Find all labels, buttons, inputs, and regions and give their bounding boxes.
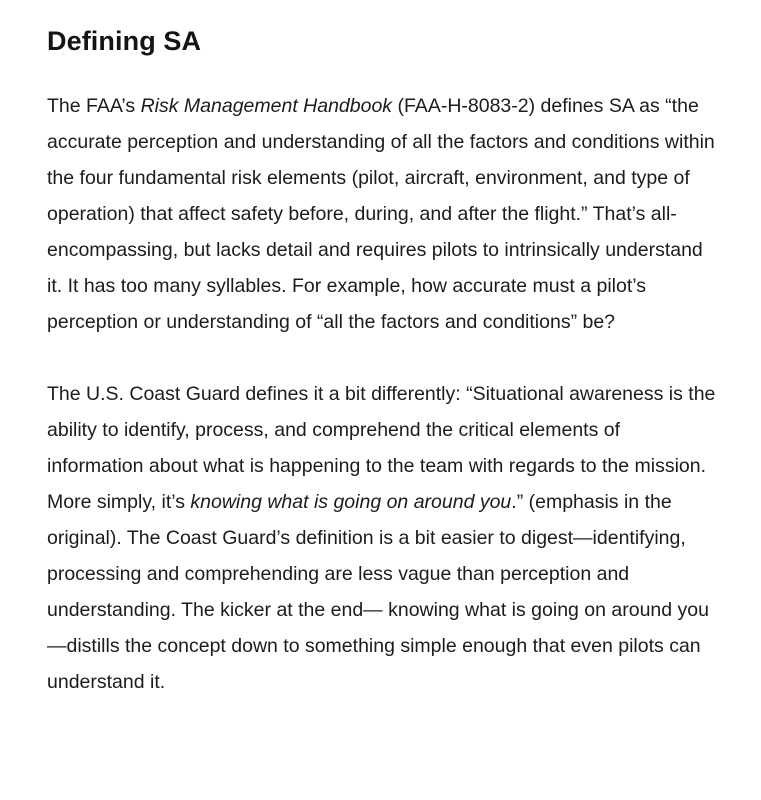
paragraph-faa-definition (47, 88, 716, 340)
text-run: The FAA’s (47, 95, 141, 117)
text-run: The U.S. Coast Guard defines it a bit differently: “Situational awareness is the ability to identify, process, and comprehend the critical elements of information about what is happening to the team with regards to the mission. More simply, it’s (47, 383, 716, 513)
emphasized-text: Risk Management Handbook (140, 95, 393, 117)
article-body (47, 88, 716, 700)
text-run: .” (emphasis in the original). The Coast Guard’s definition is a bit easier to digest—identifying, processing and comprehending are less vague than perception and understanding. The kicker at the end— knowing what is going on around you—distills the concept down to something simple enough that even pilots can understand it. (47, 491, 709, 693)
emphasized-text: knowing what is going on around you (190, 491, 512, 513)
text-run: (FAA-H-8083-2) defines SA as “the accurate perception and understanding of all the factors and conditions within the four fundamental risk elements (pilot, aircraft, environment, and type of operation) that affect safety before, during, and after the flight.” That’s all-encompassing, but lacks detail and requires pilots to intrinsically understand it. It has too many syllables. For example, how accurate must a pilot’s perception or understanding of “all the factors and conditions” be? (47, 95, 715, 333)
paragraph-coast-guard-definition (47, 376, 716, 700)
page-title: Defining SA (47, 26, 202, 56)
